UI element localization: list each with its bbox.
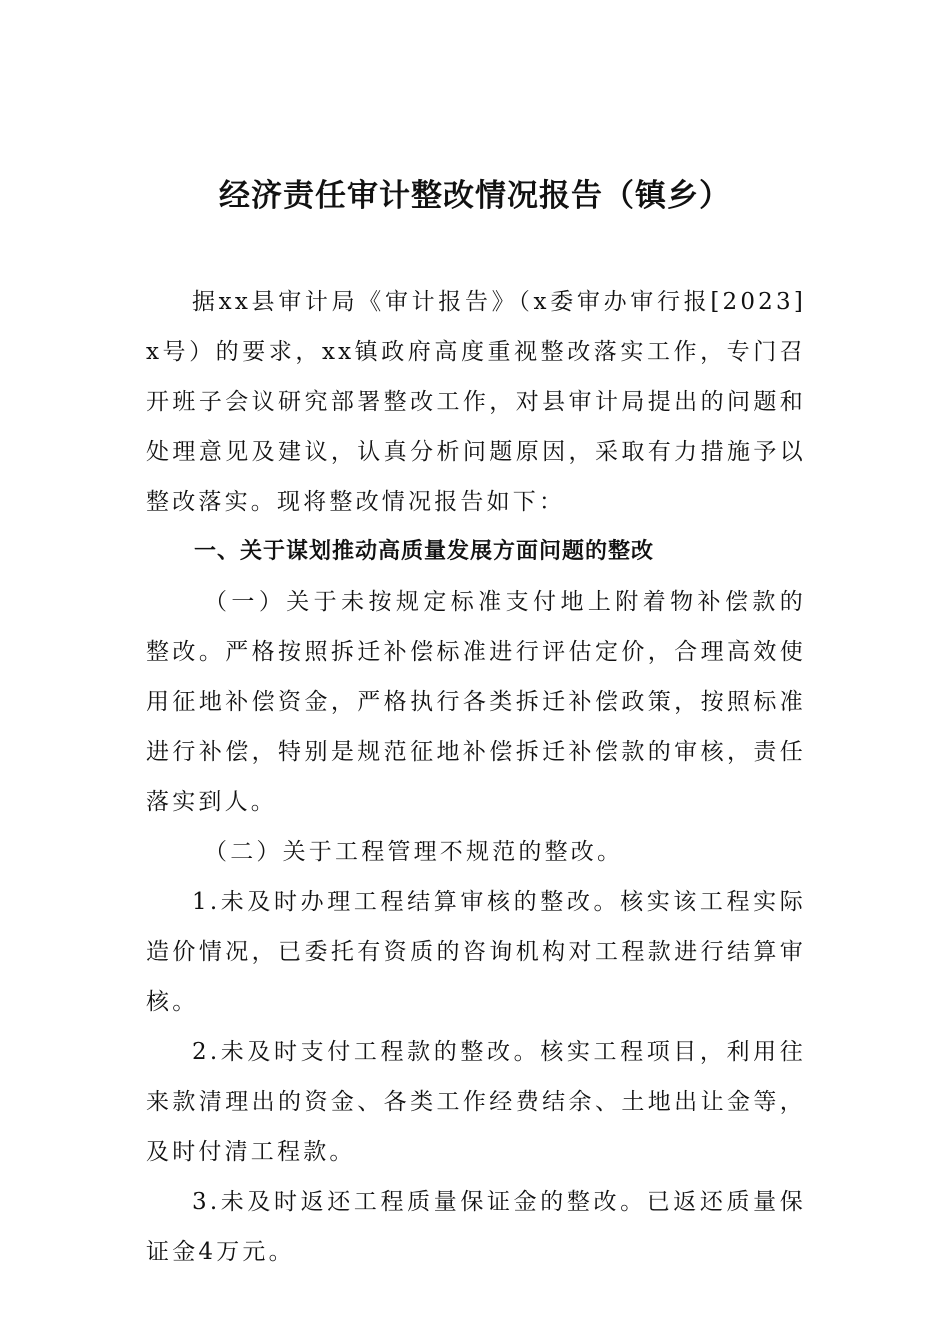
- section-heading-1: 一、关于谋划推动高质量发展方面问题的整改: [194, 539, 655, 564]
- item-3-paragraph: 3.未及时返还工程质量保证金的整改。已返还质量保证金4万元。: [146, 1189, 806, 1265]
- document-title: 经济责任审计整改情况报告（镇乡）: [219, 178, 731, 214]
- item-1-paragraph: 1.未及时办理工程结算审核的整改。核实该工程实际造价情况，已委托有资质的咨询机构对工程款进行结算审核。: [146, 889, 806, 1015]
- intro-paragraph: 据xx县审计局《审计报告》（x委审办审行报[2023]x号）的要求，xx镇政府高度重视整改落实工作，专门召开班子会议研究部署整改工作，对县审计局提出的问题和处理意见及建议，认真分析问题原因，采取有力措施予以整改落实。现将整改情况报告如下：: [146, 289, 806, 515]
- document-body: [146, 277, 806, 1277]
- subsection-2-heading: （二）关于工程管理不规范的整改。: [204, 839, 624, 865]
- item-2-paragraph: 2.未及时支付工程款的整改。核实工程项目，利用往来款清理出的资金、各类工作经费结余、土地出让金等，及时付清工程款。: [146, 1039, 806, 1165]
- subsection-1-paragraph: （一）关于未按规定标准支付地上附着物补偿款的整改。严格按照拆迁补偿标准进行评估定价，合理高效使用征地补偿资金，严格执行各类拆迁补偿政策，按照标准进行补偿，特别是规范征地补偿拆迁补偿款的审核，责任落实到人。: [146, 589, 806, 815]
